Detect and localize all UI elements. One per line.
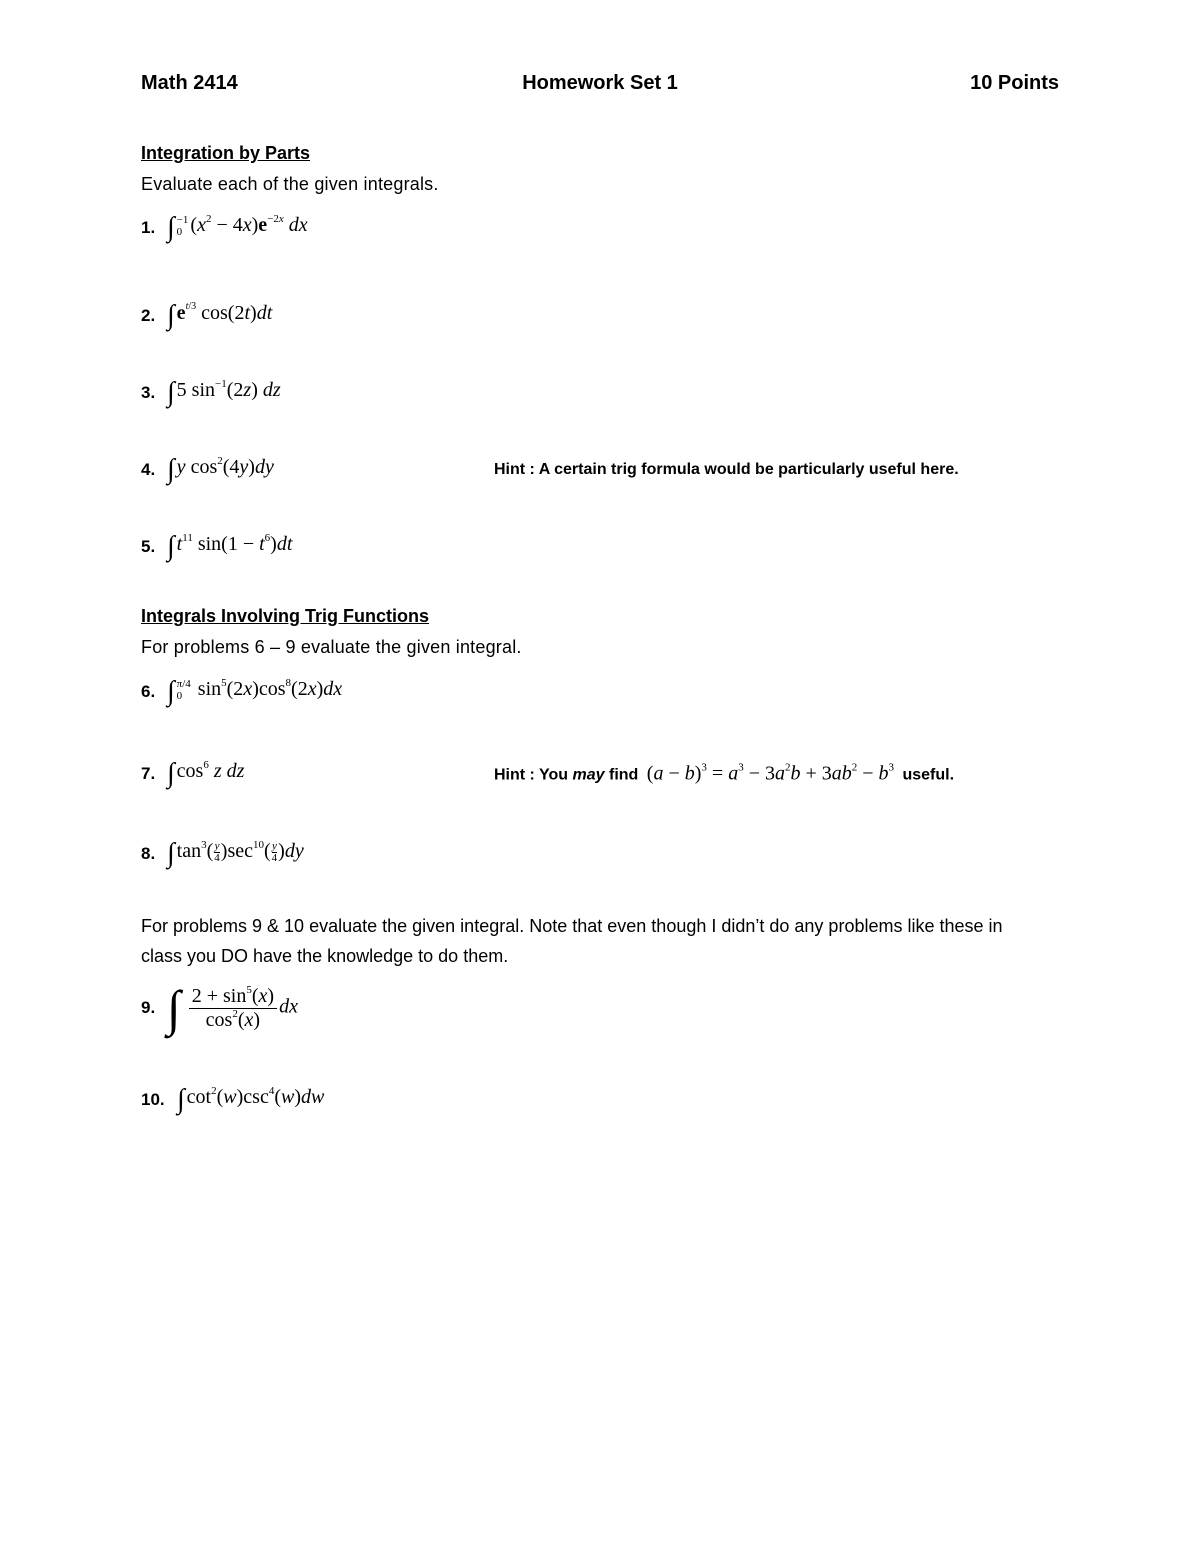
hint-formula: $(a - b)^3 = a^3 - 3a^2b + 3ab^2 - b^3$ <box>646 761 895 785</box>
problem-7-hint <box>494 763 954 786</box>
problem-1-integral: ∫ −1 0 $(x^2 - 4x)e^{-2x}$ dx <box>167 212 308 243</box>
assignment-title: Homework Set 1 <box>522 72 678 94</box>
problem-7-integral: ∫ $\cos^6 z$ dz <box>167 758 245 789</box>
section-title-integration-by-parts: Integration by Parts <box>141 143 311 163</box>
problem-3-integral: ∫ 5 $\sin^{-1}(2z)$ dz <box>167 377 281 408</box>
section-instruction: Evaluate each of the given integrals. <box>141 174 439 194</box>
problem-number: 10. <box>141 1090 165 1109</box>
problem-number: 9. <box>141 998 156 1017</box>
hint-find: find <box>609 766 639 784</box>
hint-prefix: Hint : You <box>494 766 569 784</box>
section-title-trig-integrals: Integrals Involving Trig Functions <box>141 606 430 626</box>
problem-number: 4. <box>141 460 156 479</box>
problem-7 <box>141 744 1041 804</box>
problem-number: 2. <box>141 306 156 325</box>
problem-10-integral: ∫ $\cot^2(w)\csc^4(w)dw$ <box>177 1084 325 1115</box>
page-header <box>141 72 1059 102</box>
hint-suffix: useful. <box>902 766 955 784</box>
problem-2-integral: ∫ $e^{t/3}$ cos(2t)dt <box>167 300 273 331</box>
hint-may: may <box>572 766 605 784</box>
course-name: Math 2414 <box>141 72 238 94</box>
problems-9-10-note: For problems 9 & 10 evaluate the given integral. Note that even though I didn’t do any problems like these in class you DO have the knowledge to do them. <box>141 916 1003 966</box>
problem-4-integral: ∫ y $\cos^2(4y)dy$ <box>167 454 274 485</box>
problem-number: 5. <box>141 537 156 556</box>
problem-number: 3. <box>141 383 156 402</box>
problem-number: 8. <box>141 844 156 863</box>
problem-number: 6. <box>141 682 156 701</box>
points-total: 10 Points <box>970 72 1059 94</box>
problem-number: 1. <box>141 218 156 237</box>
problem-4 <box>141 440 1041 500</box>
problem-9-integral: ∫ $\frac{2 + \sin^5(x)}{\cos^2(x)}$ dx <box>167 980 298 1036</box>
problem-5-integral: ∫ $t^{11}$ $\sin(1 - t^6)dt$ <box>167 531 293 562</box>
problem-4-hint: Hint : A certain trig formula would be particularly useful here. <box>494 461 959 478</box>
problem-8-integral: ∫ $\tan^3$( $\frac{y}{4}$ )$\sec^{10}$( $\frac{y}{4}$ )dy <box>167 838 304 869</box>
problem-number: 7. <box>141 764 156 783</box>
problem-6-integral: ∫ π/4 0 $\sin^5(2x)\cos^8(2x)dx$ <box>167 676 343 707</box>
section-instruction: For problems 6 – 9 evaluate the given integral. <box>141 637 522 657</box>
